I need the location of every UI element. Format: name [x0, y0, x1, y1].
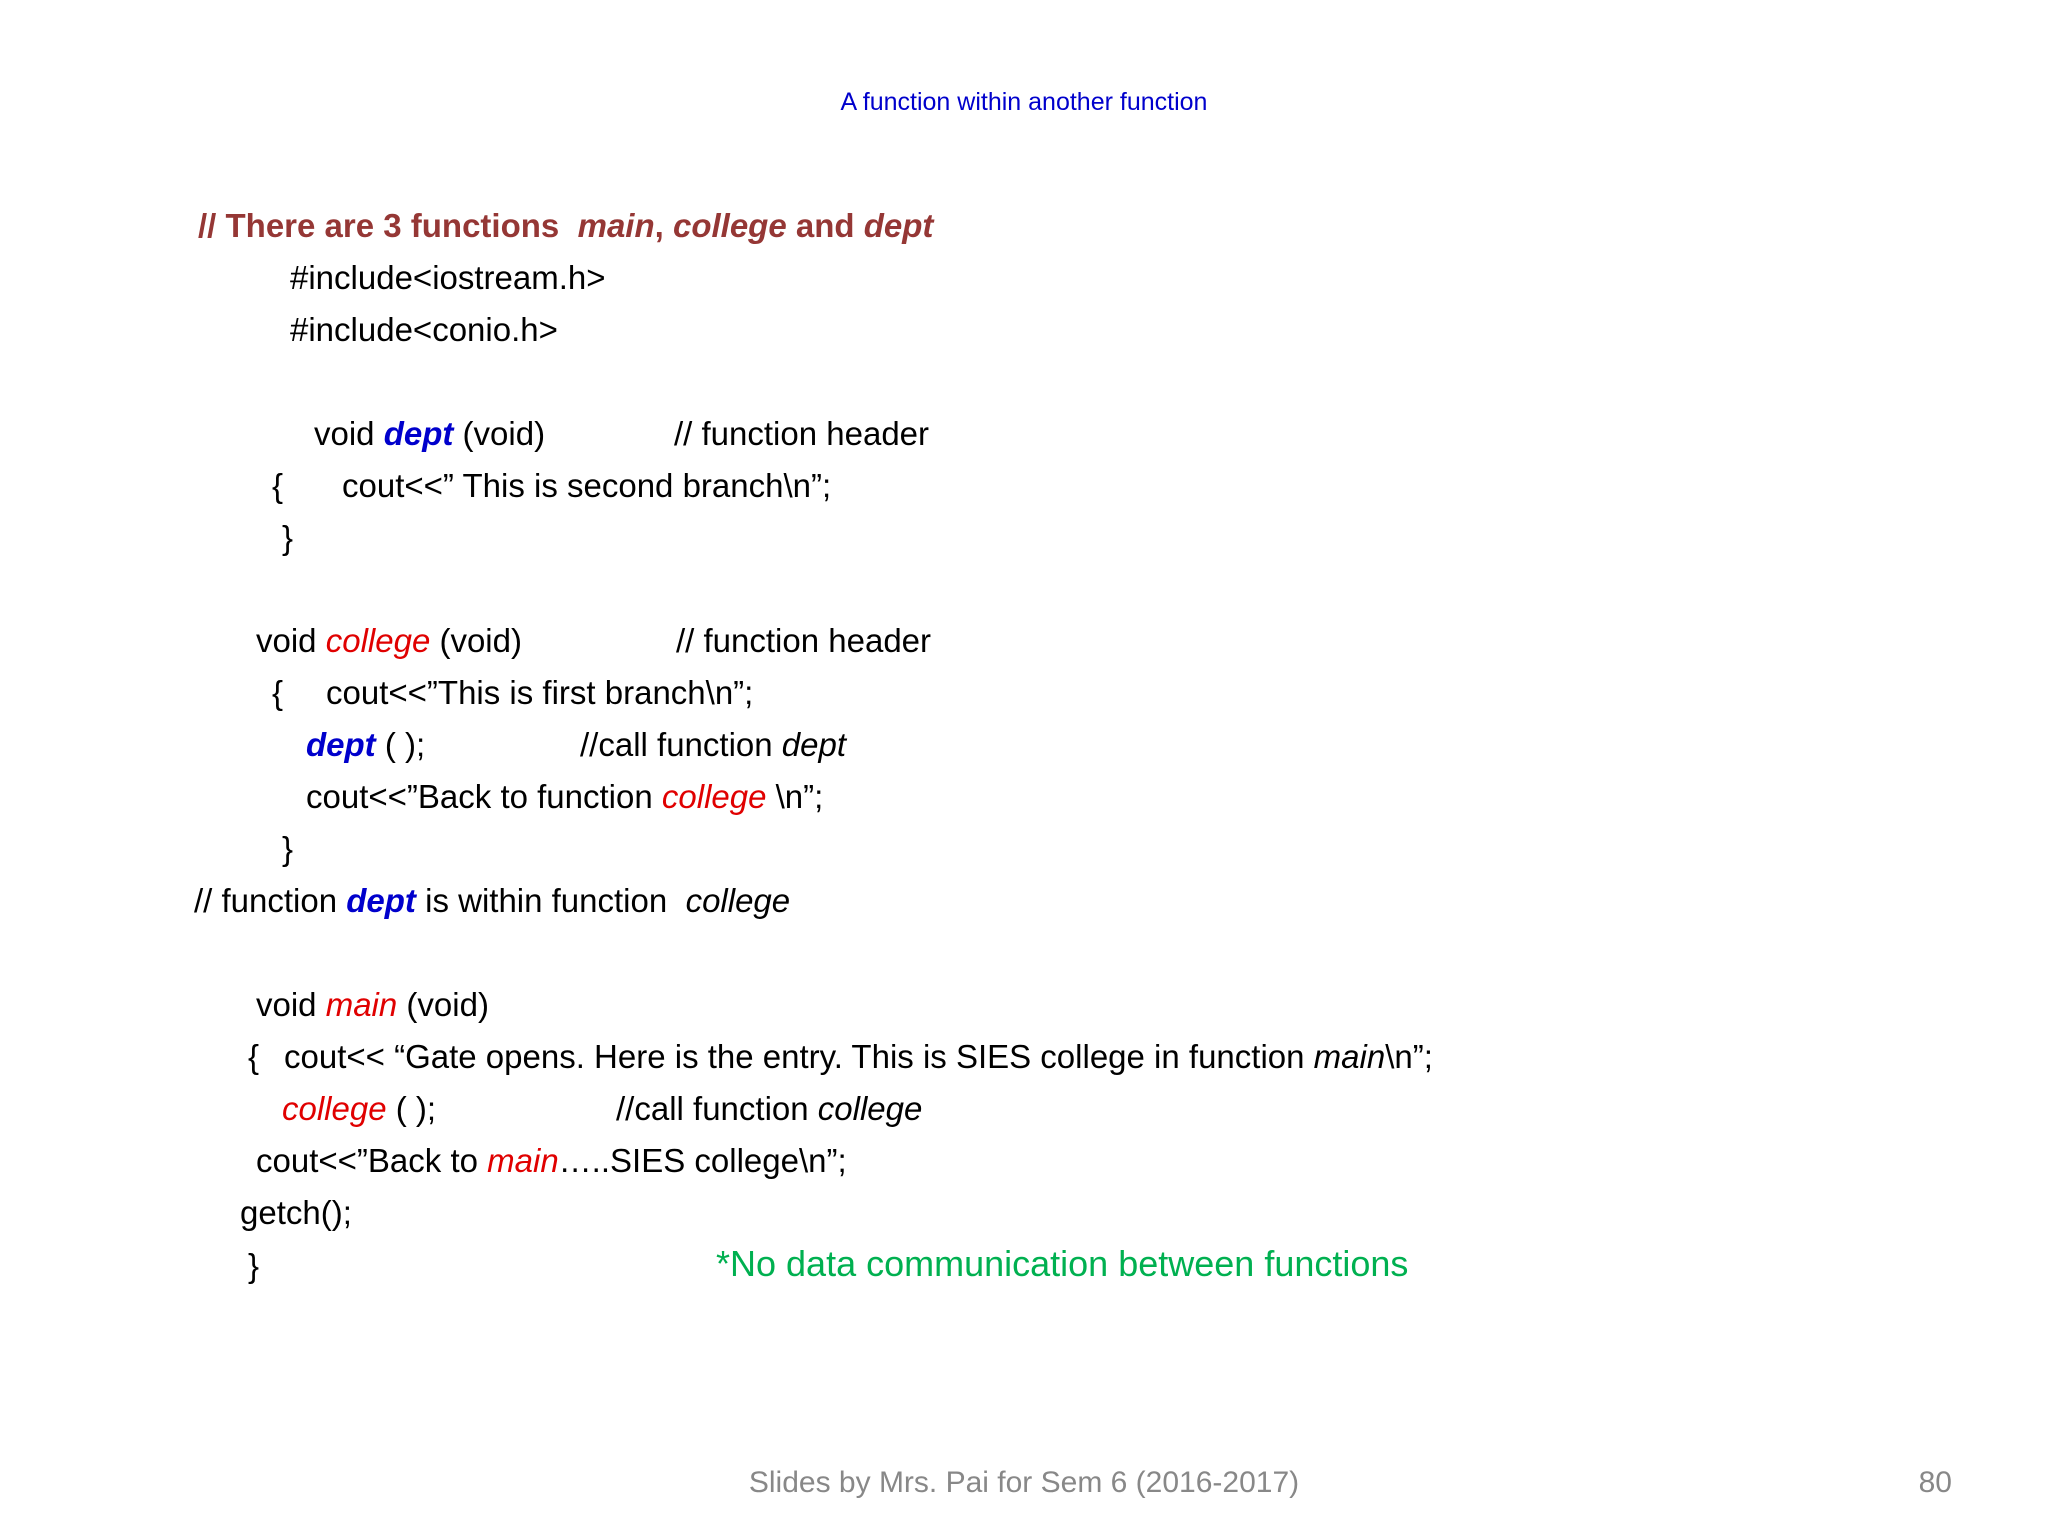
header-comment-college: college	[672, 207, 787, 244]
main-getch: getch();	[240, 1194, 352, 1231]
header-comment	[198, 206, 933, 246]
college-void: void	[256, 622, 326, 659]
page-number: 80	[1918, 1466, 1952, 1499]
main-call-college	[282, 1089, 436, 1129]
within-note-prefix: // function	[194, 882, 347, 919]
dept-name: dept	[383, 415, 454, 452]
dept-params: (void)	[453, 415, 546, 452]
college-call-dept-name: dept	[306, 726, 376, 763]
main-call-college-name: college	[282, 1090, 387, 1127]
main-call-comment-prefix: //call function	[616, 1090, 818, 1127]
main-back-prefix: cout<<”Back to	[256, 1142, 488, 1179]
header-comment-prefix: // There are 3 functions	[198, 207, 578, 244]
college-call-comment-prefix: //call function	[580, 726, 782, 763]
college-call-dept-args: ( );	[375, 726, 426, 763]
college-body-line1: cout<<”This is first branch\n”;	[326, 674, 754, 711]
within-note-college: college	[685, 882, 791, 919]
within-note-middle: is within function	[415, 882, 686, 919]
college-call-comment-target: dept	[781, 726, 847, 763]
slide-footer: Slides by Mrs. Pai for Sem 6 (2016-2017)	[748, 1466, 1300, 1499]
main-open-brace: {	[248, 1038, 260, 1075]
main-void: void	[256, 986, 326, 1023]
college-params: (void)	[430, 622, 522, 659]
no-data-communication-note: *No data communication between functions	[716, 1243, 1409, 1284]
main-body1-main: main	[1313, 1038, 1386, 1075]
within-note-dept: dept	[346, 882, 416, 919]
dept-open-brace: {	[272, 467, 284, 504]
college-call-dept	[306, 725, 425, 765]
main-call-college-args: ( );	[386, 1090, 437, 1127]
main-body1-prefix: cout<< “Gate opens. Here is the entry. This is SIES college in function	[284, 1038, 1314, 1075]
main-call-comment	[616, 1089, 922, 1129]
dept-close-brace: }	[282, 519, 294, 556]
main-back-target: main	[487, 1142, 559, 1179]
main-body-line1	[284, 1037, 1433, 1077]
dept-body: cout<<” This is second branch\n”;	[342, 467, 832, 504]
main-name: main	[325, 986, 398, 1023]
main-back-line	[256, 1141, 847, 1181]
dept-header	[314, 414, 545, 454]
college-call-comment	[580, 725, 846, 765]
include-iostream: #include<iostream.h>	[290, 259, 606, 296]
main-back-suffix: …..SIES college\n”;	[558, 1142, 847, 1179]
college-open-brace: {	[272, 674, 284, 711]
main-close-brace: }	[248, 1247, 260, 1284]
dept-header-comment: // function header	[674, 415, 930, 452]
slide-title: A function within another function	[840, 88, 1208, 116]
main-body1-suffix: \n”;	[1385, 1038, 1433, 1075]
college-back-prefix: cout<<”Back to function	[306, 778, 662, 815]
main-call-comment-target: college	[817, 1090, 923, 1127]
within-note	[194, 881, 790, 921]
header-comment-dept: dept	[863, 207, 934, 244]
college-header	[256, 621, 522, 661]
college-header-comment: // function header	[676, 622, 932, 659]
main-header	[256, 985, 489, 1025]
college-back-target: college	[661, 778, 767, 815]
dept-void: void	[314, 415, 384, 452]
include-conio: #include<conio.h>	[290, 311, 558, 348]
main-params: (void)	[397, 986, 489, 1023]
college-back-line	[306, 777, 823, 817]
header-comment-and: and	[786, 207, 864, 244]
header-comment-comma: ,	[654, 207, 673, 244]
college-close-brace: }	[282, 830, 294, 867]
college-back-suffix: \n”;	[766, 778, 824, 815]
header-comment-main: main	[577, 207, 655, 244]
college-name: college	[325, 622, 431, 659]
